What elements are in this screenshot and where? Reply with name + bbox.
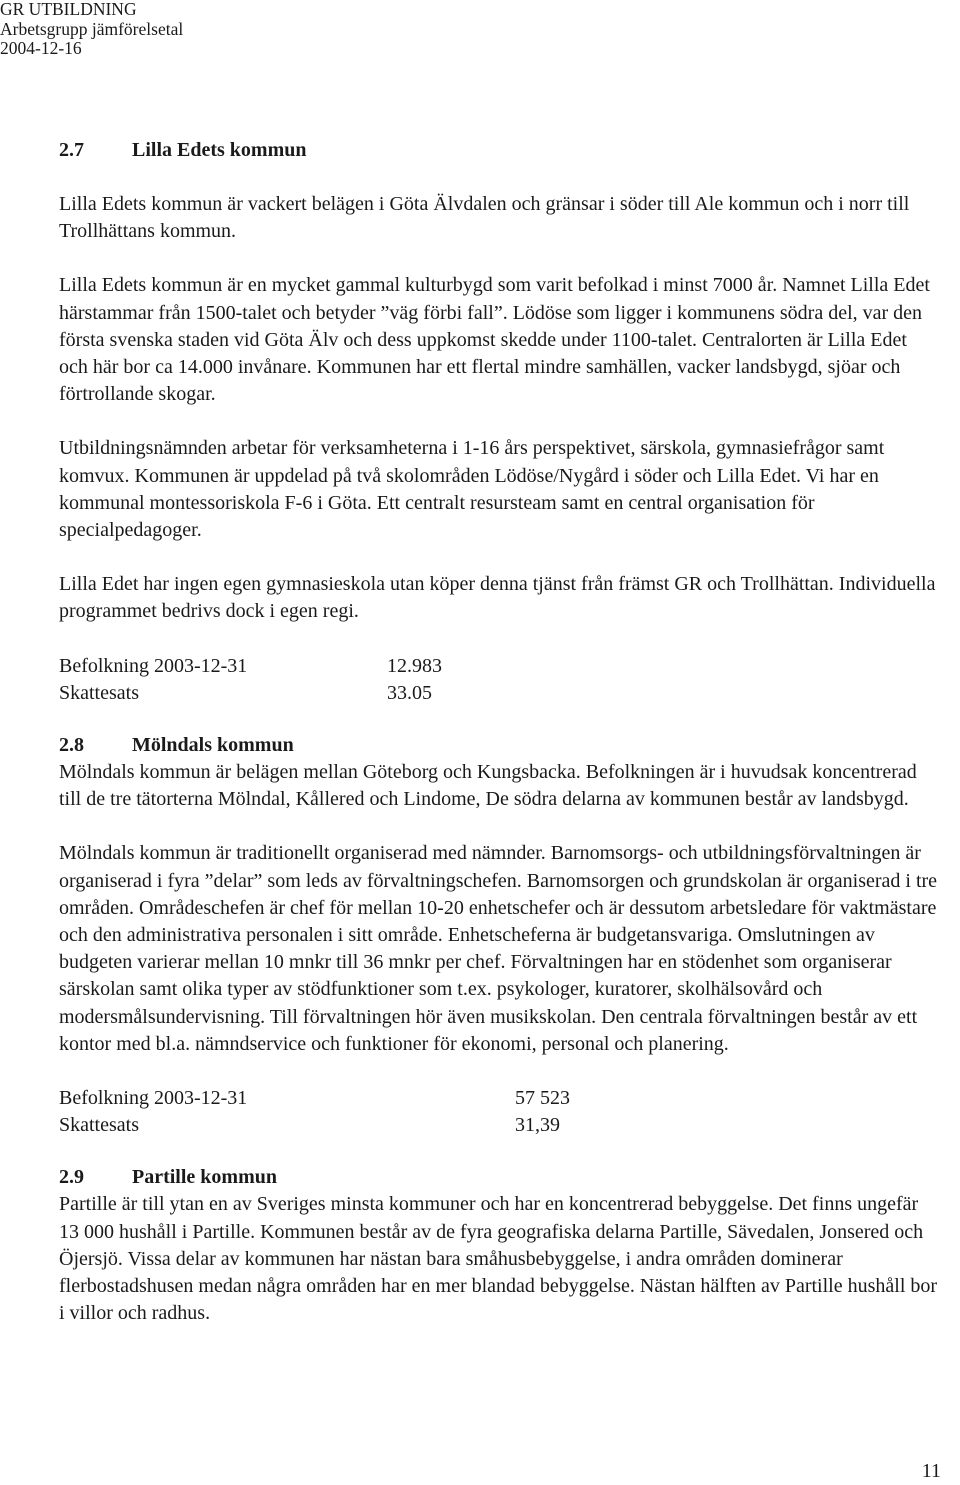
stat-value: 31,39: [515, 1114, 560, 1137]
paragraph: Partille är till ytan en av Sveriges minsta kommuner och har en koncentrerad bebyggelse. Det finns ungefär 13 000 hushåll i Partille. Kommunen består av de fyra geografiska delarna Partille, Sävedalen, Jonsered och Öjersjö. Vissa delar av kommunen har nästan bara småhusbebyggelse, i andra områden dominerar flerbostadshusen medan några områden har en mer blandad bebyggelse. Nästan hälften av Partille hushåll bor i villor och radhus.: [59, 1193, 938, 1325]
stat-row: [59, 1085, 939, 1112]
section-title: Lilla Edets kommun: [132, 139, 307, 161]
section-number: 2.9: [59, 1166, 84, 1189]
stat-label: Befolkning 2003-12-31: [59, 654, 248, 677]
section-heading: [59, 1164, 939, 1191]
section-heading: [59, 137, 939, 164]
page-number: 11: [921, 1460, 941, 1482]
stat-value: 57 523: [515, 1087, 570, 1110]
section-number: 2.7: [59, 139, 84, 161]
header-group: Arbetsgrupp jämförelsetal: [0, 18, 184, 39]
stat-value: 33.05: [387, 681, 432, 704]
paragraph: Lilla Edets kommun är vackert belägen i Göta Älvdalen och gränsar i söder till Ale kommun och i norr till Trollhättans kommun.: [59, 193, 910, 243]
stat-row: [59, 653, 939, 680]
stat-label: Skattesats: [59, 681, 139, 704]
section-title: Mölndals kommun: [132, 734, 294, 757]
section-heading: [59, 732, 939, 759]
stat-label: Befolkning 2003-12-31: [59, 1087, 248, 1110]
paragraph: Mölndals kommun är traditionellt organiserad med nämnder. Barnomsorgs- och utbildningsförvaltningen är organiserad i fyra ”delar” som leds av förvaltningschefen. Barnomsorgen och grundskolan är organiserad i tre områden. Områdeschefen är chef för mellan 10-20 enhetschefer och är dessutom arbetsledare för vaktmästare och den administrativa personalen i sitt område. Enhetscheferna är budgetansvariga. Omslutningen av budgeten varierar mellan 10 mnkr till 36 mnkr per chef. Förvaltningen har en stödenhet som organiserar särskolan samt olika typer av stödfunktioner som t.ex. psykologer, kuratorer, skolhälsovård och modersmålsundervisning. Till förvaltningen hör även musikskolan. Den centrala förvaltningen består av ett kontor med bl.a. nämndservice och funktioner för ekonomi, personal och planering.: [59, 842, 938, 1055]
stat-row: [59, 1112, 939, 1139]
paragraph: Utbildningsnämnden arbetar för verksamheterna i 1-16 års perspektivet, särskola, gymnasiefrågor samt komvux. Kommunen är uppdelad på två skolområden Lödöse/Nygård i söder och Lilla Edet. Vi har en kommunal montessoriskola F-6 i Göta. Ett centralt resursteam samt en central organisation för specialpedagoger.: [59, 437, 885, 542]
stat-label: Skattesats: [59, 1114, 139, 1137]
paragraph: Lilla Edet har ingen egen gymnasieskola utan köper denna tjänst från främst GR och Trollhättan. Individuella programmet bedrivs dock i egen regi.: [59, 573, 936, 623]
header-org: GR UTBILDNING: [0, 0, 137, 19]
section-title: Partille kommun: [132, 1166, 277, 1189]
document-body: [59, 137, 939, 1328]
document-header: [0, 0, 183, 59]
paragraph: Mölndals kommun är belägen mellan Göteborg och Kungsbacka. Befolkningen är i huvudsak koncentrerad till de tre tätorterna Mölndal, Kållered och Lindome, De södra delarna av kommunen består av landsbygd.: [59, 761, 917, 811]
stat-value: 12.983: [387, 654, 442, 677]
section-number: 2.8: [59, 734, 84, 757]
paragraph: Lilla Edets kommun är en mycket gammal kulturbygd som varit befolkad i minst 7000 år. Namnet Lilla Edet härstammar från 1500-talet och betyder ”väg förbi fall”. Lödöse som ligger i kommunens södra del, var den första svenska staden vid Göta Älv och dess uppkomst skedde under 1100-talet. Centralorten är Lilla Edet och här bor ca 14.000 invånare. Kommunen har ett flertal mindre samhällen, vacker landsbygd, sjöar och förtrollande skogar.: [59, 274, 930, 406]
header-date: 2004-12-16: [0, 38, 82, 58]
stats-table: [59, 653, 939, 707]
stats-table: [59, 1085, 939, 1139]
stat-row: [59, 680, 939, 707]
